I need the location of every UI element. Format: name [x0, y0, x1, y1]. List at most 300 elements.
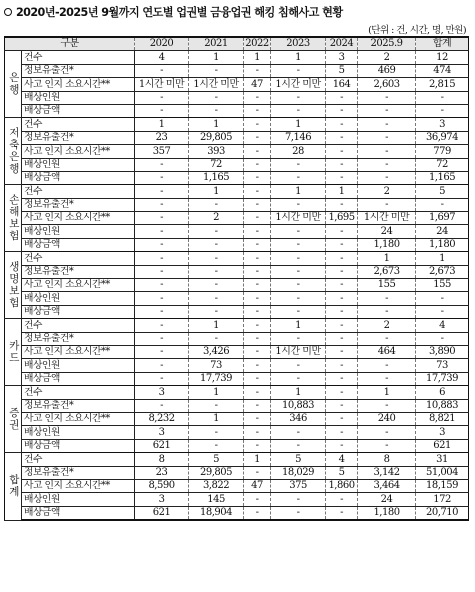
table-cell: -: [135, 64, 189, 77]
table-cell: -: [244, 345, 271, 358]
table-cell: -: [326, 131, 358, 144]
table-cell: -: [358, 439, 416, 452]
table-cell: 1시간 미만: [271, 78, 326, 91]
table-body: [5, 51, 469, 520]
table-cell: 24: [358, 225, 416, 238]
table-cell: -: [358, 91, 416, 104]
table-cell: -: [135, 279, 189, 292]
table-cell: -: [271, 238, 326, 251]
table-cell: 29,805: [189, 466, 244, 479]
table-cell: 393: [189, 145, 244, 158]
table-cell: -: [358, 426, 416, 439]
table-cell: 1: [189, 319, 244, 332]
table-row: [5, 118, 469, 131]
row-label: 정보유출건*: [22, 198, 135, 211]
table-cell: 3: [326, 51, 358, 64]
table-row: [5, 225, 469, 238]
table-cell: 3: [135, 426, 189, 439]
table-row: [5, 91, 469, 104]
header-col-5: 2024: [326, 37, 358, 51]
table-cell: -: [135, 158, 189, 171]
table-cell: 23: [135, 466, 189, 479]
header-col-2: 2021: [189, 37, 244, 51]
table-cell: 2: [358, 51, 416, 64]
row-label: 정보유출건*: [22, 64, 135, 77]
page-title: [4, 3, 343, 21]
table-cell: 6: [416, 386, 469, 399]
table-cell: 3: [416, 118, 469, 131]
table-cell: -: [135, 91, 189, 104]
row-label: 배상인원: [22, 426, 135, 439]
table-row: [5, 145, 469, 158]
table-row: [5, 493, 469, 506]
table-cell: 18,029: [271, 466, 326, 479]
table-cell: -: [135, 198, 189, 211]
table-cell: 4: [135, 51, 189, 64]
table-cell: -: [244, 265, 271, 278]
group-label: 카드: [5, 319, 22, 386]
table-row: [5, 252, 469, 265]
table-cell: 1: [189, 412, 244, 425]
table-cell: 24: [358, 493, 416, 506]
table-row: [5, 305, 469, 318]
table-cell: -: [189, 439, 244, 452]
incident-table: [4, 36, 469, 521]
table-row: [5, 399, 469, 412]
table-cell: -: [416, 104, 469, 117]
table-row: [5, 332, 469, 345]
table-row: [5, 185, 469, 198]
table-cell: 3,822: [189, 479, 244, 492]
table-cell: -: [358, 305, 416, 318]
table-cell: -: [416, 292, 469, 305]
table-cell: -: [271, 225, 326, 238]
table-row: [5, 131, 469, 144]
table-cell: -: [244, 332, 271, 345]
table-cell: -: [244, 412, 271, 425]
table-cell: -: [271, 104, 326, 117]
table-cell: -: [244, 64, 271, 77]
table-cell: -: [135, 292, 189, 305]
table-cell: 1시간 미만: [189, 78, 244, 91]
row-label: 정보유출건*: [22, 265, 135, 278]
table-cell: -: [358, 359, 416, 372]
table-cell: -: [189, 104, 244, 117]
table-cell: -: [271, 359, 326, 372]
table-cell: 155: [416, 279, 469, 292]
table-cell: 7,146: [271, 131, 326, 144]
table-cell: -: [358, 399, 416, 412]
table-cell: 1: [358, 386, 416, 399]
table-cell: 1: [271, 51, 326, 64]
table-cell: 17,739: [416, 372, 469, 385]
table-cell: -: [189, 305, 244, 318]
table-cell: 3,142: [358, 466, 416, 479]
row-label: 정보유출건*: [22, 332, 135, 345]
table-cell: -: [135, 332, 189, 345]
table-cell: 36,974: [416, 131, 469, 144]
table-cell: 1,165: [416, 171, 469, 184]
table-row: [5, 212, 469, 225]
table-cell: 375: [271, 479, 326, 492]
row-label: 배상인원: [22, 225, 135, 238]
table-cell: -: [244, 198, 271, 211]
table-cell: 1: [189, 185, 244, 198]
table-cell: -: [244, 386, 271, 399]
table-cell: -: [271, 91, 326, 104]
table-cell: 1: [189, 386, 244, 399]
row-label: 사고 인지 소요시간**: [22, 78, 135, 91]
table-cell: -: [244, 292, 271, 305]
table-cell: -: [358, 118, 416, 131]
table-cell: -: [358, 171, 416, 184]
group-label: 은행: [5, 51, 22, 118]
table-row: [5, 319, 469, 332]
table-cell: 1시간 미만: [271, 212, 326, 225]
table-cell: -: [135, 359, 189, 372]
table-cell: -: [244, 359, 271, 372]
table-cell: 621: [416, 439, 469, 452]
table-cell: -: [244, 118, 271, 131]
row-label: 배상인원: [22, 292, 135, 305]
table-cell: 1: [189, 118, 244, 131]
row-label: 건수: [22, 319, 135, 332]
row-label: 배상인원: [22, 158, 135, 171]
table-cell: -: [271, 265, 326, 278]
table-cell: -: [326, 345, 358, 358]
table-cell: -: [135, 171, 189, 184]
table-cell: 1: [271, 118, 326, 131]
row-label: 사고 인지 소요시간**: [22, 412, 135, 425]
row-label: 사고 인지 소요시간**: [22, 279, 135, 292]
group-label: 증권: [5, 386, 22, 453]
table-cell: -: [244, 372, 271, 385]
table-cell: -: [244, 506, 271, 520]
row-label: 사고 인지 소요시간**: [22, 212, 135, 225]
table-cell: 2,815: [416, 78, 469, 91]
table-cell: -: [189, 238, 244, 251]
table-cell: -: [271, 64, 326, 77]
table-cell: -: [244, 426, 271, 439]
table-cell: -: [271, 372, 326, 385]
table-cell: -: [326, 104, 358, 117]
table-cell: -: [244, 493, 271, 506]
table-row: [5, 479, 469, 492]
unit-note: (단위 : 건, 시간, 명, 만원): [368, 25, 466, 36]
row-label: 정보유출건*: [22, 131, 135, 144]
table-cell: 172: [416, 493, 469, 506]
table-cell: -: [326, 238, 358, 251]
table-cell: -: [416, 198, 469, 211]
table-cell: 1: [189, 51, 244, 64]
table-row: [5, 78, 469, 91]
table-row: [5, 279, 469, 292]
table-row: [5, 345, 469, 358]
table-cell: 357: [135, 145, 189, 158]
table-cell: 3,426: [189, 345, 244, 358]
table-cell: -: [135, 252, 189, 265]
table-cell: 621: [135, 439, 189, 452]
table-cell: -: [189, 426, 244, 439]
row-label: 배상인원: [22, 91, 135, 104]
group-label: 손해보험: [5, 185, 22, 252]
table-cell: -: [135, 305, 189, 318]
table-cell: -: [244, 158, 271, 171]
table-row: [5, 158, 469, 171]
table-cell: -: [244, 212, 271, 225]
table-cell: -: [271, 292, 326, 305]
table-cell: -: [189, 332, 244, 345]
table-cell: 3: [135, 386, 189, 399]
table-cell: 18,904: [189, 506, 244, 520]
table-cell: 464: [358, 345, 416, 358]
table-cell: 23: [135, 131, 189, 144]
table-cell: -: [326, 198, 358, 211]
table-cell: -: [244, 145, 271, 158]
row-label: 건수: [22, 185, 135, 198]
table-row: [5, 171, 469, 184]
table-cell: 1,180: [416, 238, 469, 251]
table-cell: 10,883: [416, 399, 469, 412]
table-cell: -: [271, 279, 326, 292]
row-label: 배상금액: [22, 372, 135, 385]
row-label: 배상금액: [22, 104, 135, 117]
table-cell: 51,004: [416, 466, 469, 479]
table-cell: 73: [189, 359, 244, 372]
table-cell: 20,710: [416, 506, 469, 520]
row-label: 배상금액: [22, 305, 135, 318]
table-cell: -: [189, 265, 244, 278]
table-cell: -: [326, 171, 358, 184]
table-cell: -: [244, 225, 271, 238]
table-cell: -: [244, 238, 271, 251]
table-row: [5, 426, 469, 439]
row-label: 정보유출건*: [22, 399, 135, 412]
table-cell: 12: [416, 51, 469, 64]
table-cell: 8,590: [135, 479, 189, 492]
table-cell: -: [135, 319, 189, 332]
table-cell: -: [326, 506, 358, 520]
table-cell: -: [416, 305, 469, 318]
table-row: [5, 238, 469, 251]
table-cell: 1: [326, 185, 358, 198]
row-label: 배상금액: [22, 171, 135, 184]
table-cell: 5: [271, 453, 326, 466]
table-row: [5, 359, 469, 372]
table-cell: 8,821: [416, 412, 469, 425]
table-cell: -: [271, 332, 326, 345]
table-cell: -: [244, 319, 271, 332]
table-cell: 2,603: [358, 78, 416, 91]
table-cell: -: [135, 212, 189, 225]
table-cell: 155: [358, 279, 416, 292]
table-cell: -: [326, 265, 358, 278]
table-cell: 5: [189, 453, 244, 466]
table-cell: 1: [135, 118, 189, 131]
table-cell: -: [244, 104, 271, 117]
table-cell: -: [135, 265, 189, 278]
table-row: [5, 265, 469, 278]
table-cell: 1,165: [189, 171, 244, 184]
table-cell: 24: [416, 225, 469, 238]
table-cell: 1,180: [358, 506, 416, 520]
table-cell: 164: [326, 78, 358, 91]
table-cell: 2: [358, 185, 416, 198]
table-cell: -: [271, 426, 326, 439]
table-cell: -: [244, 131, 271, 144]
row-label: 배상인원: [22, 359, 135, 372]
group-label: 저축은행: [5, 118, 22, 185]
table-cell: -: [326, 426, 358, 439]
table-cell: 1,860: [326, 479, 358, 492]
header-col-6: 2025.9: [358, 37, 416, 51]
header-col-1: 2020: [135, 37, 189, 51]
row-label: 건수: [22, 453, 135, 466]
table-cell: -: [135, 104, 189, 117]
table-row: [5, 104, 469, 117]
table-row: [5, 372, 469, 385]
page-title-text: 2020년-2025년 9월까지 연도별 업권별 금융업권 해킹 침해사고 현황: [16, 6, 343, 19]
table-cell: 17,739: [189, 372, 244, 385]
table-cell: -: [326, 292, 358, 305]
table-cell: 1,180: [358, 238, 416, 251]
table-cell: 3,890: [416, 345, 469, 358]
table-cell: -: [326, 386, 358, 399]
table-cell: 240: [358, 412, 416, 425]
table-cell: -: [135, 399, 189, 412]
table-cell: -: [271, 198, 326, 211]
table-row: [5, 292, 469, 305]
table-cell: -: [416, 332, 469, 345]
table-cell: 5: [416, 185, 469, 198]
group-label: 생명보험: [5, 252, 22, 319]
table-cell: -: [358, 145, 416, 158]
table-cell: 3: [416, 426, 469, 439]
table-cell: 3,464: [358, 479, 416, 492]
table-cell: 10,883: [271, 399, 326, 412]
header-col-4: 2023: [271, 37, 326, 51]
table-row: [5, 439, 469, 452]
row-label: 건수: [22, 252, 135, 265]
table-cell: 5: [326, 466, 358, 479]
table-cell: 2,673: [358, 265, 416, 278]
table-cell: -: [135, 185, 189, 198]
table-cell: -: [358, 292, 416, 305]
table-cell: 72: [189, 158, 244, 171]
row-label: 배상금액: [22, 506, 135, 520]
table-cell: 2,673: [416, 265, 469, 278]
table-cell: -: [189, 64, 244, 77]
table-cell: -: [189, 399, 244, 412]
table-cell: 779: [416, 145, 469, 158]
table-cell: 145: [189, 493, 244, 506]
row-label: 건수: [22, 118, 135, 131]
table-cell: 1: [358, 252, 416, 265]
table-cell: -: [358, 198, 416, 211]
table-cell: -: [326, 439, 358, 452]
table-cell: -: [326, 145, 358, 158]
table-cell: -: [326, 279, 358, 292]
bullet-circle-icon: [4, 8, 12, 16]
table-row: [5, 51, 469, 64]
table-cell: -: [189, 292, 244, 305]
row-label: 건수: [22, 51, 135, 64]
table-cell: -: [326, 91, 358, 104]
table-cell: 1: [271, 319, 326, 332]
table-cell: -: [326, 319, 358, 332]
table-cell: 1: [271, 185, 326, 198]
table-row: [5, 453, 469, 466]
table-cell: -: [244, 91, 271, 104]
table-cell: -: [244, 466, 271, 479]
row-label: 배상인원: [22, 493, 135, 506]
table-cell: 1시간 미만: [358, 212, 416, 225]
table-cell: 29,805: [189, 131, 244, 144]
table-row: [5, 412, 469, 425]
table-cell: 73: [416, 359, 469, 372]
table-cell: -: [271, 493, 326, 506]
table-cell: -: [358, 158, 416, 171]
table-cell: -: [326, 305, 358, 318]
header-row: [5, 37, 469, 51]
table-cell: -: [358, 332, 416, 345]
table-cell: -: [244, 252, 271, 265]
table-cell: 474: [416, 64, 469, 77]
row-label: 사고 인지 소요시간**: [22, 345, 135, 358]
table-cell: -: [135, 372, 189, 385]
table-cell: -: [244, 399, 271, 412]
table-cell: -: [244, 171, 271, 184]
table-cell: 3: [135, 493, 189, 506]
table-cell: -: [271, 506, 326, 520]
table-cell: -: [135, 238, 189, 251]
table-cell: -: [189, 252, 244, 265]
table-cell: -: [416, 91, 469, 104]
table-cell: 2: [189, 212, 244, 225]
table-cell: 1시간 미만: [271, 345, 326, 358]
row-label: 사고 인지 소요시간**: [22, 145, 135, 158]
table-cell: -: [326, 359, 358, 372]
table-cell: 1,695: [326, 212, 358, 225]
table-cell: -: [326, 372, 358, 385]
table-row: [5, 198, 469, 211]
table-cell: 4: [326, 453, 358, 466]
table-cell: -: [271, 171, 326, 184]
table-cell: 1: [244, 51, 271, 64]
table-cell: 8,232: [135, 412, 189, 425]
table-cell: 1: [271, 386, 326, 399]
table-cell: -: [189, 91, 244, 104]
table-cell: 72: [416, 158, 469, 171]
table-cell: 4: [416, 319, 469, 332]
header-col-3: 2022: [245, 38, 269, 50]
table-cell: -: [326, 158, 358, 171]
table-cell: -: [326, 252, 358, 265]
table-cell: 1: [416, 252, 469, 265]
table-cell: -: [244, 305, 271, 318]
table-cell: -: [326, 412, 358, 425]
table-cell: 28: [271, 145, 326, 158]
table-cell: -: [358, 372, 416, 385]
table-cell: -: [326, 399, 358, 412]
table-cell: -: [326, 225, 358, 238]
table-cell: 8: [135, 453, 189, 466]
table-cell: -: [358, 131, 416, 144]
row-label: 배상금액: [22, 238, 135, 251]
table-row: [5, 386, 469, 399]
table-cell: -: [326, 493, 358, 506]
table-cell: 1시간 미만: [135, 78, 189, 91]
